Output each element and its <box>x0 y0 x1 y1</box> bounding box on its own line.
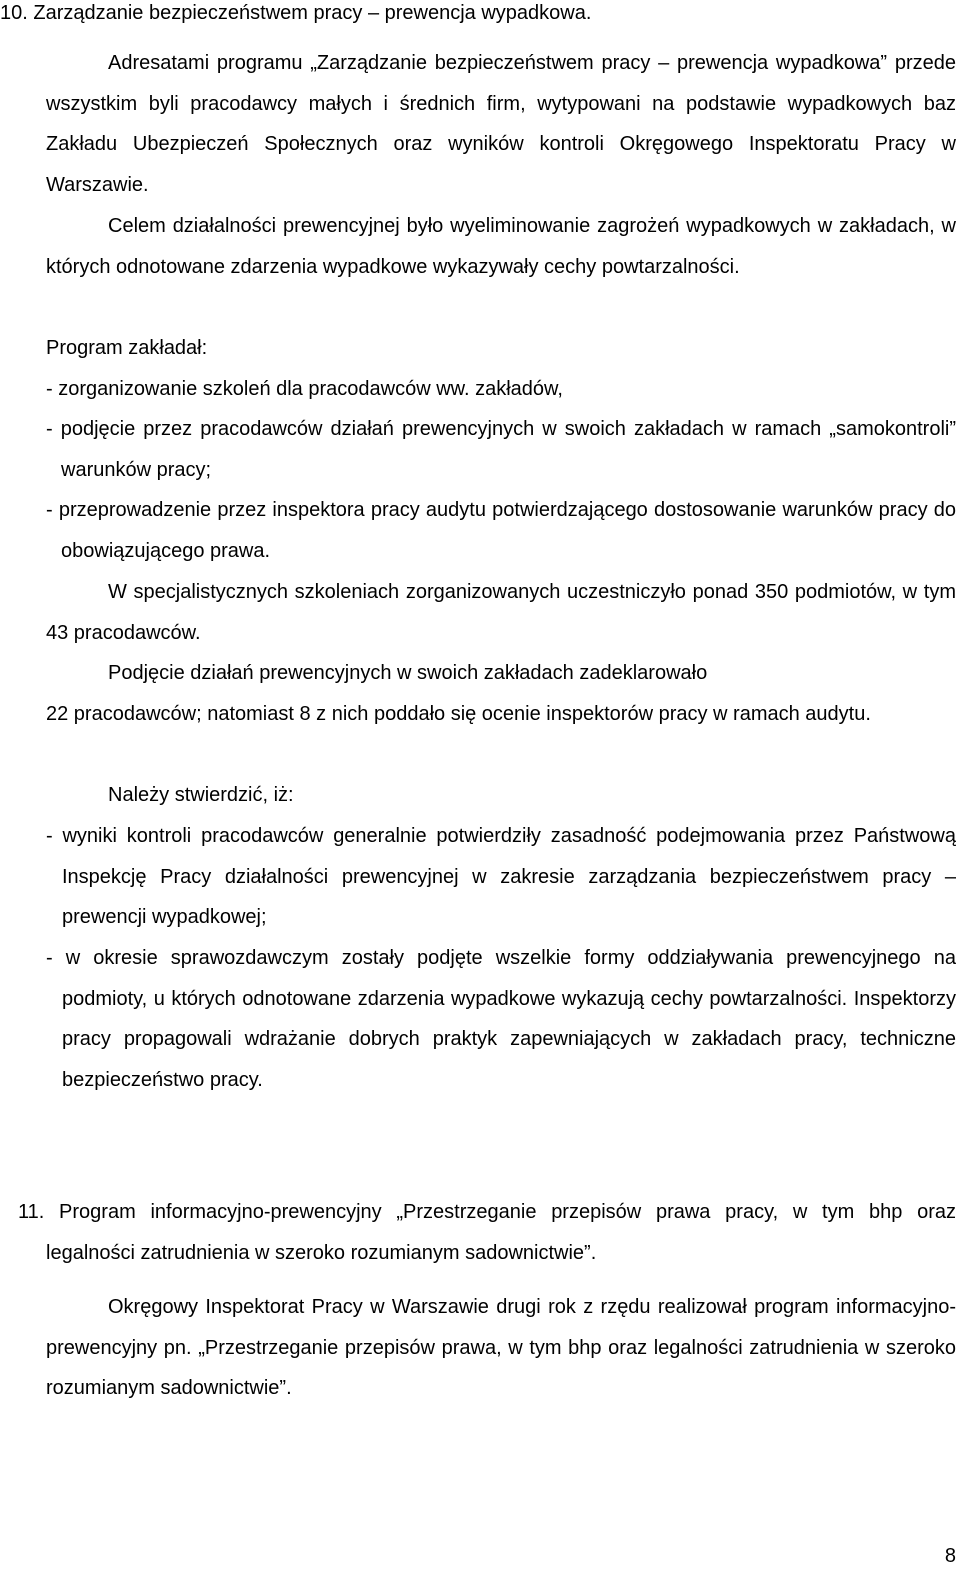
section-10-paragraph-2: Celem działalności prewencyjnej było wyeliminowanie zagrożeń wypadkowych w zakładach, w których odnotowane zdarzenia wypadkowe wykazywały cechy powtarzalności. <box>46 215 956 278</box>
section-10-paragraph-4-rest: 22 pracodawców; natomiast 8 z nich poddało się ocenie inspektorów pracy w ramach audytu. <box>46 703 871 725</box>
section-11-heading: 11. Program informacyjno-prewencyjny „Przestrzeganie przepisów prawa pracy, w tym bhp oraz legalności zatrudnienia w szeroko rozumianym sadownictwie”. <box>18 1201 956 1264</box>
program-item: - przeprowadzenie przez inspektora pracy audytu potwierdzającego dostosowanie warunków pracy do obowiązującego prawa. <box>46 499 956 562</box>
program-item: - podjęcie przez pracodawców działań prewencyjnych w swoich zakładach w ramach „samokontroli” warunków pracy; <box>46 418 956 481</box>
section-10-paragraph-3: W specjalistycznych szkoleniach zorganizowanych uczestniczyło ponad 350 podmiotów, w tym 43 pracodawców. <box>46 581 956 644</box>
section-10-paragraph-1: Adresatami programu „Zarządzanie bezpieczeństwem pracy – prewencja wypadkowa” przede wszystkim byli pracodawcy małych i średnich firm, wytypowani na podstawie wypadkowych baz Zakładu Ubezpieczeń Społecznych oraz wyników kontroli Okręgowego Inspektoratu Pracy w Warszawie. <box>46 52 956 196</box>
section-10-heading: 10. Zarządzanie bezpieczeństwem pracy – prewencja wypadkowa. <box>0 2 592 24</box>
section-11-paragraph-1: Okręgowy Inspektorat Pracy w Warszawie drugi rok z rzędu realizował program informacyjno-prewencyjny pn. „Przestrzeganie przepisów prawa, w tym bhp oraz legalności zatrudnienia w szeroko rozumianym sadownictwie”. <box>46 1296 956 1400</box>
page-number: 8 <box>944 1545 956 1567</box>
program-item: - zorganizowanie szkoleń dla pracodawców ww. zakładów, <box>46 378 563 400</box>
program-label: Program zakładał: <box>46 337 208 359</box>
section-10-paragraph-4-line-1: Podjęcie działań prewencyjnych w swoich zakładach zadeklarowało <box>108 662 708 684</box>
conclusion-item: - w okresie sprawozdawczym zostały podjęte wszelkie formy oddziaływania prewencyjnego na podmioty, u których odnotowane zdarzenia wypadkowe wykazują cechy powtarzalności. Inspektorzy pracy propagowali wdrażanie dobrych praktyk zapewniających w zakładach pracy, techniczne bezpieczeństwo pracy. <box>46 947 956 1091</box>
conclusion-label: Należy stwierdzić, iż: <box>108 784 294 806</box>
conclusion-item: - wyniki kontroli pracodawców generalnie potwierdziły zasadność podejmowania przez Państwową Inspekcję Pracy działalności prewencyjnej w zakresie zarządzania bezpieczeństwem pracy – prewencji wypadkowej; <box>46 825 956 929</box>
